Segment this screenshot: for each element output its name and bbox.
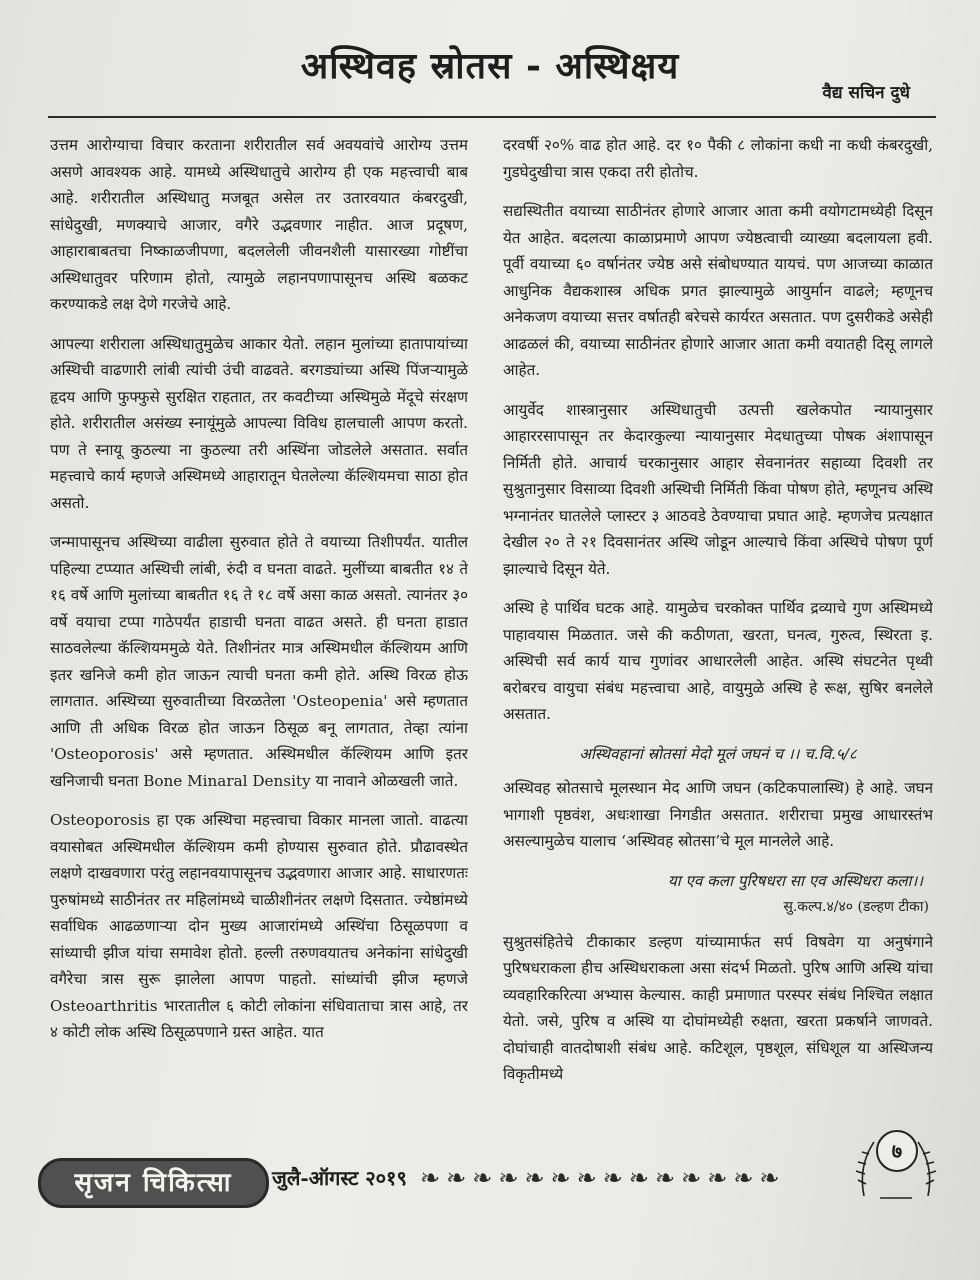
issue-date: जुलै-ऑगस्ट २०१९ (272, 1166, 407, 1190)
paragraph: सद्यस्थितीत वयाच्या साठीनंतर होणारे आजार आता कमी वयोगटामध्येही दिसून येत आहेत. बदलत्या काळाप्रमाणे आपण ज्येष्ठत्वाची व्याख्या बदलायला हवी. पूर्वी वयाच्या ६० वर्षानंतर ज्येष्ठ असे संबोधण्यात यायचं. पण आजच्या काळात आधुनिक वैद्यकशास्त्र अधिक प्रगत झाल्यामुळे आयुर्मान वाढले; म्हणूनच अनेकजण वयाच्या सत्तर वर्षातही बरेचसे कार्यरत असतात. पण दुसरीकडे असेही आढळलं की, वयाच्या साठीनंतर होणारे आजार आता कमी वयातही दिसू लागले आहेत. (503, 202, 933, 379)
left-column (50, 132, 468, 1122)
page-number-emblem (850, 1126, 942, 1206)
sanskrit-verse: या एव कला पुरिषधरा सा एव अस्थिधरा कला।। (667, 871, 923, 890)
article-author: वैद्य सचिन दुधे (822, 83, 910, 103)
paragraph: जन्मापासूनच अस्थिच्या वाढीला सुरुवात होते ते वयाच्या तिशीपर्यंत. यातील पहिल्या टप्प्यात अस्थिची लांबी, रुंदी व घनता वाढते. मुलींच्या बाबतीत १४ ते १६ वर्षे आणि मुलांच्या बाबतीत १६ ते १८ वर्षे असा काळ असतो. त्यानंतर ३० वर्षे वयाचा टप्पा गाठेपर्यंत हाडाची घनता वाढत असते. ही घनता हाडात साठवलेल्या कॅल्शियममुळे येते. तिशीनंतर मात्र अस्थिमधील कॅल्शियम आणि इतर खनिजे कमी होत जाऊन त्याची घनता कमी होते. अस्थि विरळ होऊ लागतात. अस्थिच्या सुरुवातीच्या विरळतेला 'Osteopenia' असे म्हणतात आणि ती अधिक विरळ होत जाऊन ठिसूळ बनू लागतात, तेव्हा त्यांना 'Osteoporosis' असे म्हणतात. अस्थिमधील कॅल्शियम आणि इतर खनिजाची घनता Bone Minaral Density या नावाने ओळखली जाते. (50, 533, 468, 790)
paragraph: आपल्या शरीराला अस्थिधातुमुळेच आकार येतो. लहान मुलांच्या हातापायांच्या अस्थिची वाढणारी लांबी त्यांची उंची वाढवते. बरगड्यांच्या अस्थि पिंजऱ्यामुळे हृदय आणि फुफ्फुसे सुरक्षित राहतात, तर कवटीच्या अस्थिमुळे मेंदूचे संरक्षण होते. शरीरातील असंख्य स्नायूंमुळे आपल्या विविध हालचाली आपण करतो. पण ते स्नायू कुठल्या ना कुठल्या तरी अस्थिंना जोडलेले असतात. सर्वात महत्त्वाचे कार्य म्हणजे अस्थिमध्ये आहारातून घेतलेल्या कॅल्शियमचा साठा होत असतो. (50, 334, 468, 512)
paragraph: Osteoporosis हा एक अस्थिचा महत्त्वाचा विकार मानला जातो. वाढत्या वयासोबत अस्थिमधील कॅल्शियम कमी होण्यास सुरुवात होते. प्रौढावस्थेत लक्षणे दाखवणारा परंतु लहानवयापासूनच उद्भवणारा आजार आहे. साधारणतः पुरुषांमध्ये साठीनंतर तर महिलांमध्ये चाळीशीनंतर लक्षणे दिसतात. ज्येष्ठांमध्ये सर्वाधिक आढळणाऱ्या दोन मुख्य आजारांमध्ये अस्थिंचा ठिसूळपणा व सांध्याची झीज यांचा समावेश होतो. हल्ली तरुणवयातच अनेकांना सांधेदुखी वगैरेचा त्रास सुरू झालेला आपण पाहतो. सांध्यांची झीज म्हणजे Osteoarthritis भारतातील ६ कोटी लोकांना संधिवाताचा त्रास आहे, तर ४ कोटी लोक अस्थि ठिसूळपणाने ग्रस्त आहेत. यात (50, 811, 468, 1041)
paragraph: अस्थिवह स्रोतसाचे मूलस्थान मेद आणि जघन (कटिकपालास्थि) हे आहे. जघन भागाशी पृष्ठवंश, अधःशाखा निगडीत असतात. शरीराचा प्रमुख आधारस्तंभ असल्यामुळेच यालाच ‘अस्थिवह स्रोतसा’चे मूल मानलेले आहे. (503, 779, 933, 850)
sanskrit-verse: अस्थिवहानां स्रोतसां मेदो मूलं जघनं च ।। च.वि.५/८ (579, 744, 857, 763)
paragraph: अस्थि हे पार्थिव घटक आहे. यामुळेच चरकोक्त पार्थिव द्रव्याचे गुण अस्थिमध्ये पाहावयास मिळतात. जसे की कठीणता, खरता, घनत्व, गुरुत्व, स्थिरता इ. अस्थिची सर्व कार्य याच गुणांवर आधारलेली आहेत. अस्थि संघटनेत पृथ्वी बरोबरच वायुचा संबंध महत्त्वाचा आहे, वायुमुळे अस्थि हे रूक्ष, सुषिर बनलेले असतात. (503, 599, 933, 723)
paragraph: सुश्रुतसंहितेचे टीकाकार डल्हण यांच्यामार्फत सर्प विषवेग या अनुषंगाने पुरिषधराकला हीच अस्थिधराकला असा संदर्भ मिळतो. पुरिष आणि अस्थि यांचा व्यवहारिकरित्या अभ्यास केल्यास. काही प्रमाणात परस्पर संबंध निश्चित लक्षात येतो. जसे, पुरिष व अस्थि या दोघांमध्येही रुक्षता, खरता प्रकर्षाने जाणवते. दोघांचाही वातदोषाशी संबंध आहे. कटिशूल, पृष्ठशूल, संधिशूल या अस्थिजन्य विकृतीमध्ये (503, 932, 933, 1083)
paragraph: दरवर्षी २०% वाढ होत आहे. दर १० पैकी ८ लोकांना कधी ना कधी कंबरदुखी, गुडघेदुखीचा त्रास एकदा तरी होतोच. (503, 136, 933, 181)
page-number: ७ (876, 1130, 918, 1172)
verse-reference: सु.कल्प.४/४० (डल्हण टीका) (783, 899, 929, 915)
article-title: अस्थिवह स्रोतस - अस्थिक्षय (300, 45, 680, 87)
right-column (503, 132, 933, 1122)
paragraph: आयुर्वेद शास्त्रानुसार अस्थिधातुची उत्पत्ती खलेकपोत न्यायानुसार आहाररसापासून तर केदारकुल्या न्यायानुसार मेदधातुच्या पोषक अंशापासून निर्मिती होते. आचार्य चरकानुसार आहार सेवनानंतर सहाव्या दिवशी तर सुश्रुतानुसार विसाव्या दिवशी अस्थिची निर्मिती किंवा पोषण होते, म्हणूनच अस्थि भग्नानंतर घातलेले प्लास्टर ३ आठवडे ठेवण्याचा प्रघात आहे. म्हणजेच प्रत्यक्षात देखील २० ते २१ दिवसानंतर अस्थि जोडून आल्याचे किंवा अस्थिचे पोषण पूर्ण झाल्याचे दिसून येते. (503, 400, 933, 578)
paragraph: उत्तम आरोग्याचा विचार करताना शरीरातील सर्व अवयवांचे आरोग्य उत्तम असणे आवश्यक आहे. यामध्ये अस्थिधातुचे आरोग्य ही एक महत्त्वाची बाब आहे. शरीरातील अस्थिधातु मजबूत असेल तर उतारवयात कंबरदुखी, सांधेदुखी, मणक्याचे आजार, वगैरे उद्भवणार नाहीत. आज प्रदूषण, आहाराबाबतचा निष्काळजीपणा, बदललेली जीवनशैली यासारख्या गोष्टींचा अस्थिधातुवर परिणाम होतो, त्यामुळे लहानपणापासूनच अस्थि बळकट करण्याकडे लक्ष देणे गरजेचे आहे. (50, 136, 468, 313)
leaf-vine-icon: ❧❧❧❧❧❧❧❧❧❧❧❧❧❧ (420, 1164, 786, 1192)
magazine-brand: सृजन चिकित्सा (38, 1158, 269, 1208)
title-rule (48, 116, 936, 118)
